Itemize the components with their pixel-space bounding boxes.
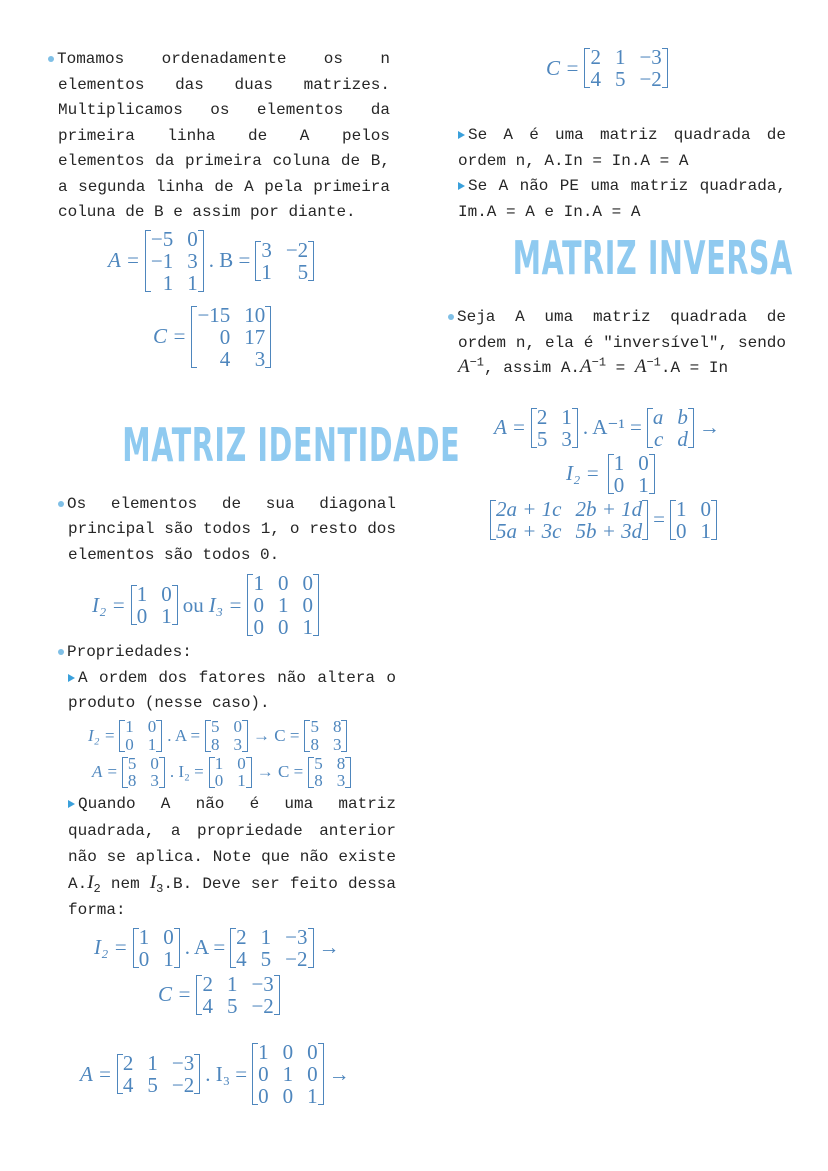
arrow-bullet-icon xyxy=(68,674,75,682)
matrix-cell: 1 xyxy=(282,1062,294,1087)
section-title-matriz-identidade: MATRIZ IDENTIDADE xyxy=(122,417,461,472)
property-1 xyxy=(58,666,396,717)
matrix-cell: 0 xyxy=(136,604,148,629)
eq-label: . I₃ = xyxy=(205,1061,248,1086)
matrix-cell: 0 xyxy=(138,946,150,971)
property-2-text: .B. Deve ser feito dessa forma: xyxy=(68,874,396,920)
equation-identity xyxy=(58,572,396,638)
matrix-a xyxy=(145,228,204,294)
matrix-cell: 5a + 3c xyxy=(496,518,562,543)
eq-label: . A = xyxy=(167,725,201,745)
matrix-cell: 2b + 1d xyxy=(575,496,643,521)
equation-c-right xyxy=(448,46,788,90)
matrix-cell: −3 xyxy=(171,1051,195,1075)
eq-label: I₃ = xyxy=(208,592,243,617)
math-sub: 2 xyxy=(93,881,101,896)
matrix-cell: 0 xyxy=(214,771,224,791)
matrix-cell: 1 xyxy=(214,753,224,773)
matrix-cell: 1 xyxy=(187,270,198,295)
eq-label: I₂ = xyxy=(88,725,116,745)
math-a: A xyxy=(580,356,592,378)
eq-label: . B = xyxy=(208,248,251,273)
eq-label: A = xyxy=(92,762,118,782)
matrix-cell: 0 xyxy=(233,716,243,736)
matrix-cell: 3 xyxy=(332,734,342,754)
inverse-text: , assim A. xyxy=(484,359,581,378)
matrix xyxy=(608,452,655,496)
matrix-cell: 2 xyxy=(590,45,601,69)
equation-c-result xyxy=(58,973,396,1017)
matrix-cell: 0 xyxy=(638,450,649,475)
matrix-cell: 0 xyxy=(258,1084,269,1109)
inverse-text: = xyxy=(606,359,635,378)
bullet-text: Se A não PE uma matriz quadrada, Im.A = A e In.A = A xyxy=(458,177,786,221)
inverse-text: Seja A uma matriz quadrada de ordem n, ela é "inversível", sendo xyxy=(457,308,786,352)
matrix-cell: −2 xyxy=(639,67,662,92)
equation-a-inverse xyxy=(448,406,788,450)
matrix-cell: −3 xyxy=(251,971,274,996)
equation-system xyxy=(448,498,788,542)
matrix-cell: 3 xyxy=(150,771,159,791)
matrix-cell: 5 xyxy=(614,67,626,92)
property-2-text: Quando A não é uma matriz quadrada, a propriedade anterior não se aplica. Note que não existe A. xyxy=(68,795,396,893)
matrix xyxy=(531,406,578,450)
equation-a-i3 xyxy=(58,1041,396,1107)
matrix-cell: 1 xyxy=(700,518,712,543)
math-exp: −1 xyxy=(591,355,607,370)
matrix-cell: 3 xyxy=(561,426,572,451)
inverse-paragraph xyxy=(448,305,786,382)
matrix-cell: 0 xyxy=(613,472,625,497)
matrix-cell: c xyxy=(654,426,664,451)
matrix-cell: 3 xyxy=(254,346,266,371)
arrow-bullet-icon xyxy=(458,182,465,190)
matrix-cell: 4 xyxy=(236,946,247,971)
eq-label: C = xyxy=(546,55,580,80)
matrix-cell: 0 xyxy=(277,571,289,596)
matrix-cell: −2 xyxy=(285,946,308,971)
eq-label: → C = xyxy=(256,762,304,782)
matrix-cell: 0 xyxy=(161,582,172,607)
arrow-icon: → xyxy=(698,415,720,440)
matrix-cell: 4 xyxy=(590,67,601,92)
matrix-cell: 3 xyxy=(336,771,346,791)
property-1-text: A ordem dos fatores não altera o produto (nesse caso). xyxy=(68,668,396,713)
intro-text: Tomamos ordenadamente os n elementos das duas matrizes. Multiplicamos os elementos da primeira linha de A pelos elementos da primeira coluna de B, a segunda linha de A pela primeira coluna de B e assim por diante. xyxy=(57,50,390,221)
matrix-cell: −3 xyxy=(639,45,662,69)
matrix-cell: 3 xyxy=(261,237,272,262)
matrix-cell: 8 xyxy=(336,753,346,773)
matrix-cell: 1 xyxy=(302,615,313,640)
bullet-icon xyxy=(58,501,64,507)
matrix-cell: 0 xyxy=(219,324,231,349)
matrix-cell: 1 xyxy=(307,1084,318,1109)
matrix-cell: 5 xyxy=(297,259,309,284)
matrix-cell: 10 xyxy=(244,302,266,327)
matrix xyxy=(647,406,694,450)
matrix xyxy=(252,1041,324,1107)
matrix-cell: 8 xyxy=(332,716,342,736)
matrix-cell: −2 xyxy=(251,993,274,1018)
matrix-cell: 1 xyxy=(147,734,157,754)
matrix-cell: 2 xyxy=(202,971,213,996)
property-2 xyxy=(58,791,396,924)
matrix xyxy=(230,926,313,970)
eq-label: → C = xyxy=(253,725,300,745)
matrix-cell: 5 xyxy=(127,753,137,773)
left-column xyxy=(57,47,461,1109)
matrix-cell: 0 xyxy=(258,1062,269,1087)
math-i: I xyxy=(149,871,157,893)
matrix-cell: 1 xyxy=(253,571,264,596)
math-exp: −1 xyxy=(469,355,485,370)
matrix-cell: 1 xyxy=(676,496,687,521)
matrix-cell: 1 xyxy=(237,771,246,791)
matrix xyxy=(122,755,165,791)
equation-i2-a xyxy=(58,718,396,754)
matrix-cell: 0 xyxy=(307,1039,318,1064)
matrix-cell: 5 xyxy=(260,946,272,971)
identity-paragraph xyxy=(58,492,396,569)
arrow-bullet-icon xyxy=(458,131,465,139)
arrow-icon: → xyxy=(318,935,340,960)
identity-text: Os elementos de sua diagonal principal são todos 1, o resto dos elementos são todos 0. xyxy=(67,494,396,564)
equation-i2-right xyxy=(448,452,788,496)
matrix-cell: 0 xyxy=(307,1062,318,1087)
matrix-cell: 4 xyxy=(219,346,231,371)
matrix-cell: −1 xyxy=(150,248,174,273)
matrix-cell: 1 xyxy=(161,604,172,629)
matrix-cell: 8 xyxy=(127,771,137,791)
eq-label: = xyxy=(653,507,666,532)
matrix-cell: 3 xyxy=(233,734,243,754)
matrix-b xyxy=(255,239,314,283)
matrix-cell: 5 xyxy=(536,426,548,451)
matrix-cell: 0 xyxy=(187,226,198,251)
matrix-cell: 0 xyxy=(253,593,264,618)
matrix-cell: 1 xyxy=(125,716,134,736)
matrix-cell: −2 xyxy=(171,1073,195,1098)
matrix-cell: 2 xyxy=(122,1051,134,1075)
matrix xyxy=(196,973,279,1017)
matrix-cell: 2 xyxy=(536,404,548,429)
matrix-cell: 1 xyxy=(147,1051,158,1075)
equation-i2-a-nonsquare xyxy=(58,926,396,970)
matrix xyxy=(117,1052,200,1096)
matrix-cell: 1 xyxy=(261,259,272,284)
matrix-cell: 0 xyxy=(700,496,712,521)
equation-a-i2 xyxy=(58,755,396,791)
matrix-cell: 5 xyxy=(211,716,220,736)
matrix-cell: 1 xyxy=(162,270,174,295)
matrix-cell: 0 xyxy=(302,571,313,596)
matrix-cell: 1 xyxy=(260,924,272,949)
matrix-cell: −5 xyxy=(150,226,174,251)
matrix-cell: d xyxy=(677,426,688,451)
matrix-cell: b xyxy=(677,404,688,429)
eq-label: . A = xyxy=(184,935,226,960)
matrix-cell: 0 xyxy=(282,1084,294,1109)
matrix xyxy=(119,718,162,754)
matrix-cell: 1 xyxy=(136,582,148,607)
matrix-cell: 5 xyxy=(314,753,323,773)
math-a: A xyxy=(634,356,647,378)
properties-heading xyxy=(58,640,396,666)
matrix-cell: 8 xyxy=(310,734,319,754)
eq-label: I₂ = xyxy=(566,461,600,486)
eq-label: A = xyxy=(80,1061,112,1086)
matrix xyxy=(584,46,667,90)
matrix-cell: 5 xyxy=(147,1073,158,1098)
matrix-cell: 4 xyxy=(122,1073,134,1098)
right-column xyxy=(448,45,793,543)
matrix-cell: 0 xyxy=(150,753,159,773)
bullet-non-square-matrix xyxy=(448,174,786,225)
bullet-icon xyxy=(48,56,54,62)
matrix-cell: 1 xyxy=(277,593,289,618)
matrix-cell: 1 xyxy=(638,472,649,497)
matrix-cell: 0 xyxy=(237,753,246,773)
eq-label: I₂ = xyxy=(92,592,126,617)
matrix-i2 xyxy=(131,583,178,627)
properties-label: Propriedades: xyxy=(67,643,192,662)
eq-label: C = xyxy=(158,982,192,1007)
matrix xyxy=(304,718,347,754)
matrix-cell: 5 xyxy=(310,716,319,736)
bullet-icon xyxy=(448,314,454,320)
matrix-cell: 0 xyxy=(253,615,264,640)
matrix xyxy=(670,498,717,542)
section-title-matriz-inversa: MATRIZ INVERSA xyxy=(512,231,793,286)
property-2-text: nem xyxy=(100,874,150,893)
matrix-cell: 0 xyxy=(163,924,174,949)
matrix-cell: 1 xyxy=(614,45,626,69)
equation-a-times-b xyxy=(58,228,396,294)
bullet-text: Se A é uma matriz quadrada de ordem n, A.In = In.A = A xyxy=(458,126,786,170)
matrix xyxy=(205,718,248,754)
eq-label: . A⁻¹ = xyxy=(582,415,642,440)
matrix xyxy=(308,755,351,791)
matrix-cell: 0 xyxy=(277,615,289,640)
matrix-cell: 5b + 3d xyxy=(575,518,643,543)
matrix-cell: 1 xyxy=(613,450,625,475)
arrow-bullet-icon xyxy=(68,800,75,808)
matrix-cell: −3 xyxy=(285,924,308,949)
matrix-cell: 0 xyxy=(302,593,313,618)
matrix-c xyxy=(191,304,271,370)
matrix-cell: 5 xyxy=(226,993,238,1018)
matrix-cell: 0 xyxy=(125,734,134,754)
matrix-cell: 8 xyxy=(211,734,220,754)
bullet-square-matrix xyxy=(448,123,786,174)
math-sub: 3 xyxy=(156,881,164,896)
matrix-cell: 0 xyxy=(147,716,157,736)
matrix-i3 xyxy=(247,572,319,638)
matrix-cell: 0 xyxy=(282,1039,294,1064)
matrix xyxy=(209,755,252,791)
matrix-cell: 2a + 1c xyxy=(496,496,562,521)
matrix-cell: 1 xyxy=(138,924,150,949)
matrix-cell: 1 xyxy=(258,1039,269,1064)
inverse-text: .A = In xyxy=(660,359,729,378)
matrix-cell: 2 xyxy=(236,924,247,949)
eq-label: ou xyxy=(182,592,204,617)
eq-label: C = xyxy=(153,324,187,349)
matrix-cell: 0 xyxy=(676,518,687,543)
matrix xyxy=(490,498,648,542)
math-exp: −1 xyxy=(646,355,661,370)
matrix-cell: 1 xyxy=(561,404,572,429)
eq-label: A = xyxy=(108,248,140,273)
matrix xyxy=(133,926,180,970)
math-i: I xyxy=(87,871,94,893)
matrix-cell: 1 xyxy=(163,946,174,971)
intro-paragraph xyxy=(58,47,390,226)
arrow-icon: → xyxy=(328,1061,350,1086)
math-a: A xyxy=(458,356,470,378)
eq-label: A = xyxy=(494,415,526,440)
equation-c xyxy=(58,304,396,370)
matrix-cell: 8 xyxy=(314,771,323,791)
matrix-cell: a xyxy=(652,404,664,429)
matrix-cell: 17 xyxy=(244,324,266,349)
matrix-cell: 4 xyxy=(202,993,213,1018)
matrix-cell: −2 xyxy=(285,237,309,262)
matrix-cell: −15 xyxy=(197,302,231,327)
matrix-cell: 1 xyxy=(226,971,238,996)
bullet-icon xyxy=(58,649,64,655)
eq-label: I₂ = xyxy=(94,935,128,960)
eq-label: . I₂ = xyxy=(169,762,204,782)
matrix-cell: 3 xyxy=(187,248,198,273)
